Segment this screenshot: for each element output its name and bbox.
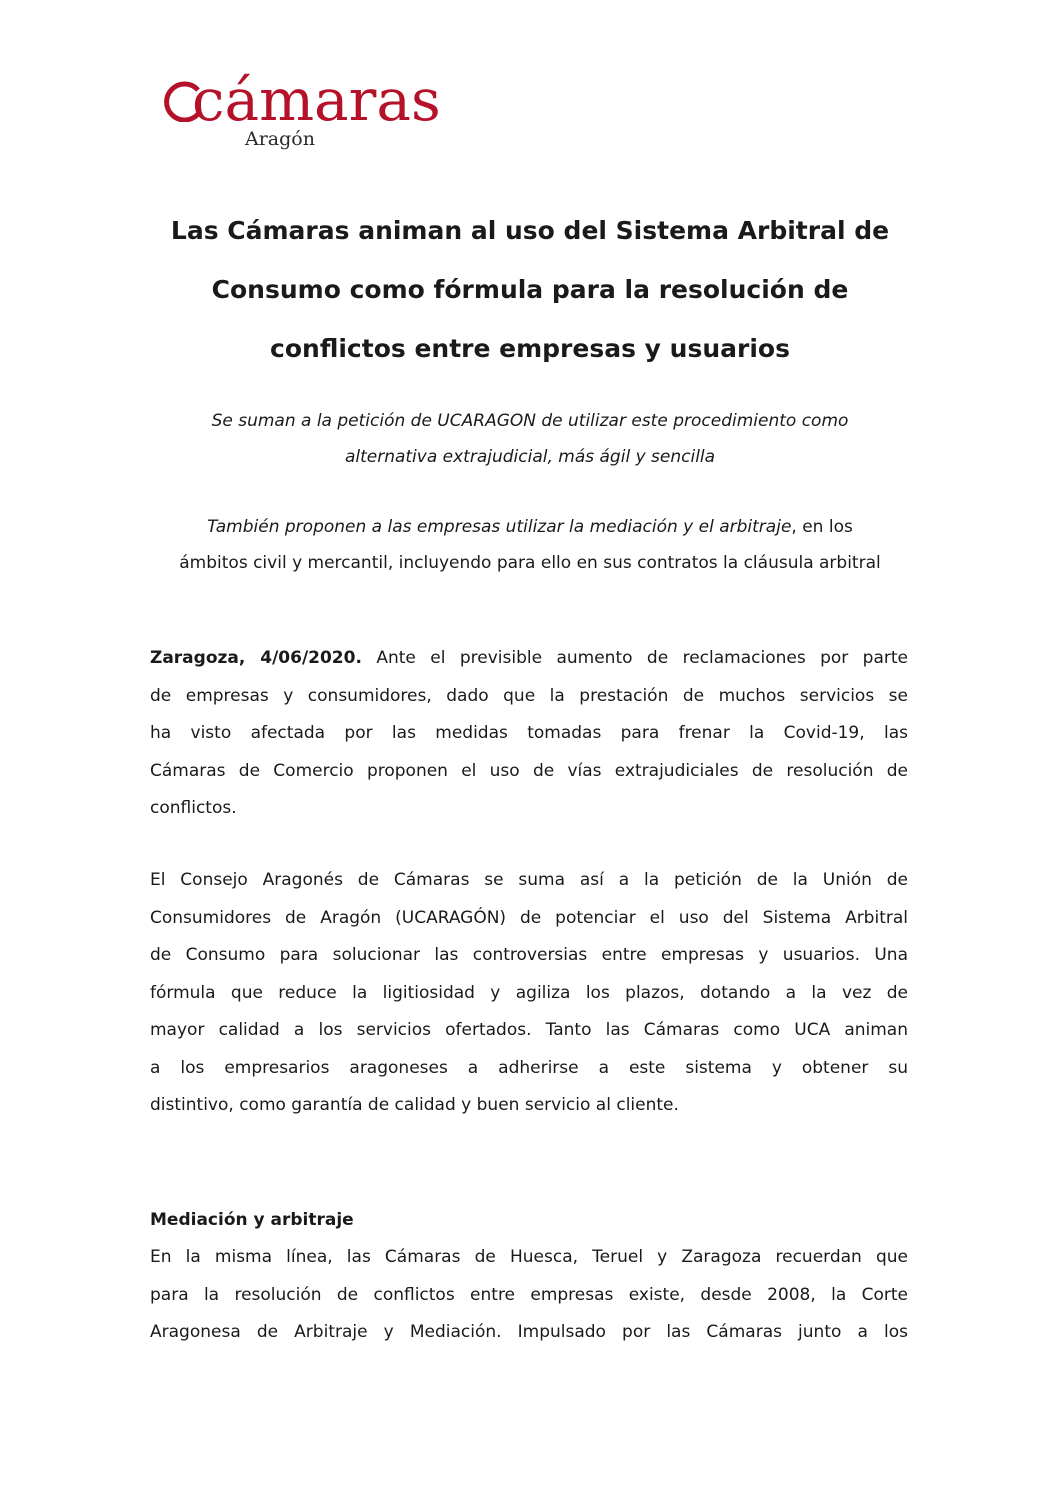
section-heading: Mediación y arbitraje xyxy=(150,1210,354,1230)
paragraph-line: Consumidores de Aragón (UCARAGÓN) de potenciar el uso del Sistema Arbitral xyxy=(150,907,908,928)
subtitle-line: Se suman a la petición de UCARAGON de utilizar este procedimiento como xyxy=(211,411,849,431)
subheading-line xyxy=(100,509,960,545)
paragraph-mediacion xyxy=(150,1239,908,1352)
subheading xyxy=(100,509,960,581)
title-line: conflictos entre empresas y usuarios xyxy=(270,334,790,363)
subheading-line: ámbitos civil y mercantil, incluyendo para ello en sus contratos la cláusula arbitral xyxy=(179,553,881,573)
title-line: Las Cámaras animan al uso del Sistema Arbitral de xyxy=(170,216,890,245)
paragraph-line: de Consumo para solucionar las controversias entre empresas y usuarios. Una xyxy=(150,945,908,965)
paragraph-line: conflictos. xyxy=(150,798,237,818)
paragraph-line: ha visto afectada por las medidas tomadas para frenar la Covid-19, las xyxy=(150,723,908,743)
paragraph-line-rest: Ante el previsible aumento de reclamaciones por parte xyxy=(361,648,909,668)
paragraph-line: a los empresarios aragoneses a adherirse a este sistema y obtener su xyxy=(150,1057,908,1078)
paragraph-line: fórmula que reduce la ligitiosidad y agiliza los plazos, dotando a la vez de xyxy=(150,982,908,1003)
paragraph-line: mayor calidad a los servicios ofertados. Tanto las Cámaras como UCA animan xyxy=(150,1020,908,1040)
paragraph-line: para la resolución de conflictos entre empresas existe, desde 2008, la Corte xyxy=(150,1284,908,1305)
paragraph-line: Aragonesa de Arbitraje y Mediación. Impulsado por las Cámaras junto a los xyxy=(150,1322,908,1342)
subheading-italic: También proponen a las empresas utilizar la mediación y el arbitraje xyxy=(207,517,792,537)
dateline: Zaragoza, 4/06/2020. xyxy=(150,648,362,668)
subheading-rest: , en los xyxy=(791,517,853,537)
paragraph-intro xyxy=(150,640,908,828)
paragraph-line: El Consejo Aragonés de Cámaras se suma así a la petición de la Unión de xyxy=(150,870,908,890)
paragraph-consejo xyxy=(150,862,908,1125)
paragraph-line: distintivo, como garantía de calidad y buen servicio al cliente. xyxy=(150,1095,679,1115)
title-line: Consumo como fórmula para la resolución de xyxy=(211,275,849,304)
logo-region: Aragón xyxy=(245,128,315,150)
page-title xyxy=(100,201,960,378)
paragraph-line: Cámaras de Comercio proponen el uso de vías extrajudiciales de resolución de xyxy=(150,760,908,781)
paragraph-line xyxy=(150,640,908,678)
logo-wordmark: cámaras xyxy=(192,66,441,134)
subtitle-line: alternativa extrajudicial, más ágil y sencilla xyxy=(344,447,716,467)
camaras-aragon-logo xyxy=(150,60,440,160)
paragraph-line: En la misma línea, las Cámaras de Huesca, Teruel y Zaragoza recuerdan que xyxy=(150,1247,908,1267)
paragraph-line: de empresas y consumidores, dado que la prestación de muchos servicios se xyxy=(150,685,908,706)
subtitle xyxy=(100,403,960,475)
